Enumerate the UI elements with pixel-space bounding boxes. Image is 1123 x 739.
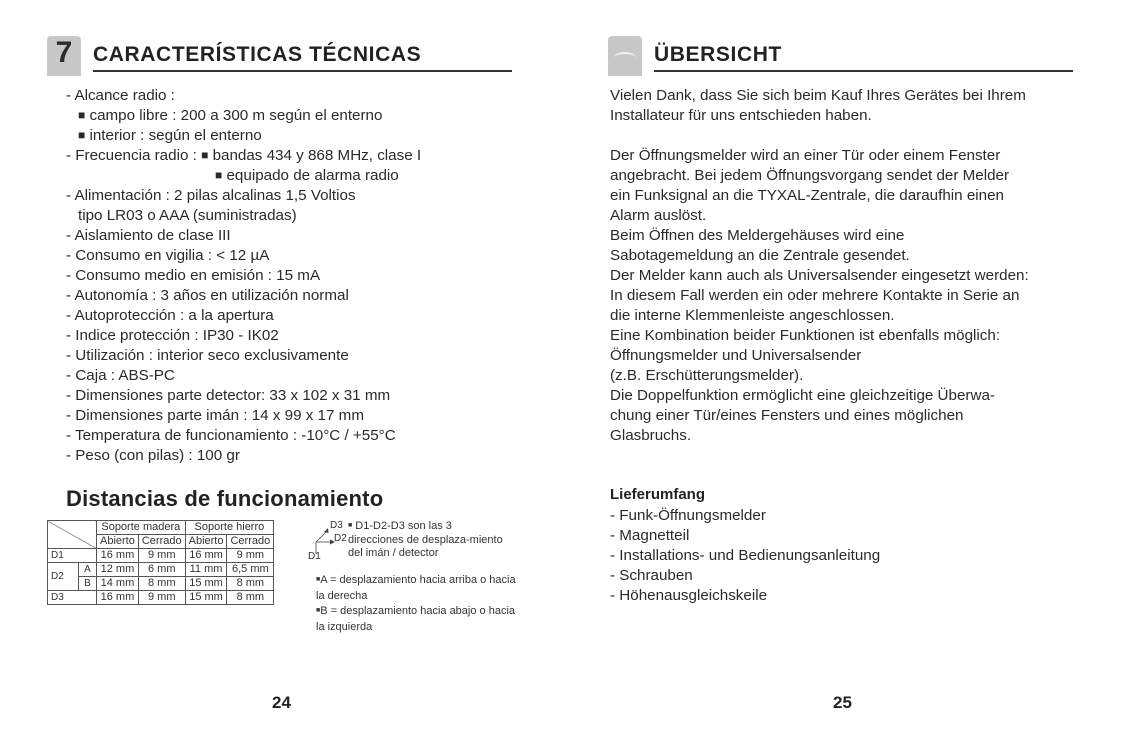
axis-label-d2: D2 <box>334 533 347 544</box>
spec-line: - Temperatura de funcionamiento : -10°C / +55°C <box>66 427 396 444</box>
table-row <box>48 591 274 605</box>
axis-label-d3: D3 <box>330 520 343 531</box>
list-item: - Magnetteil <box>610 527 690 544</box>
chapter-title: CARACTERÍSTICAS TÉCNICAS <box>93 42 512 72</box>
square-bullet-icon: ■ <box>348 522 353 529</box>
table-cell: 6 mm <box>138 563 185 577</box>
square-bullet-icon: ■ <box>215 168 223 182</box>
text-line: Der Öffnungsmelder wird an einer Tür oder einem Fenster <box>610 147 1001 164</box>
table-cell: 11 mm <box>185 563 227 577</box>
chapter-header <box>47 36 512 76</box>
table-cell: 15 mm <box>185 577 227 591</box>
spec-line: - Frecuencia radio : ■ bandas 434 y 868 MHz, clase I <box>66 147 422 164</box>
table-cell: 9 mm <box>138 549 185 563</box>
table-cell: 14 mm <box>97 577 139 591</box>
square-bullet-icon: ■ <box>316 576 321 583</box>
text-line: Die Doppelfunktion ermöglicht eine gleichzeitige Überwa- <box>610 387 995 404</box>
text-line: Der Melder kann auch als Universalsender eingesetzt werden: <box>610 267 1029 284</box>
col-open: Abierto <box>185 535 227 549</box>
row-label: D2 <box>48 563 79 591</box>
lieferumfang-list <box>610 506 1010 606</box>
text-line: chung einer Tür/eines Fensters und eines möglichen <box>610 407 964 424</box>
spec-line: ■ campo libre : 200 a 300 m según el enterno <box>78 107 383 124</box>
table-cell: 16 mm <box>97 549 139 563</box>
list-item: - Funk-Öffnungsmelder <box>610 507 766 524</box>
text-line: Vielen Dank, dass Sie sich beim Kauf Ihres Gerätes bei Ihrem <box>610 87 1026 104</box>
spec-line: - Autoprotección : a la apertura <box>66 307 274 324</box>
table-cell: 15 mm <box>185 591 227 605</box>
chapter-number-tab <box>47 36 81 76</box>
spec-line: - Dimensiones parte detector: 33 x 102 x 31 mm <box>66 387 391 404</box>
spec-line: - Alcance radio : <box>66 87 175 104</box>
text-line <box>610 126 1090 146</box>
text-line: Glasbruchs. <box>610 427 692 444</box>
table-cell: 8 mm <box>227 591 274 605</box>
table-cell: 9 mm <box>227 549 274 563</box>
text-line: angebracht. Bei jedem Öffnungsvorgang sendet der Melder <box>610 167 1010 184</box>
col-open: Abierto <box>97 535 139 549</box>
spec-line: - Dimensiones parte imán : 14 x 99 x 17 mm <box>66 407 364 424</box>
text-line: Beim Öffnen des Meldergehäuses wird eine <box>610 227 905 244</box>
note-b: ■B = desplazamiento hacia abajo o hacia la izquierda <box>316 605 516 633</box>
table-cell: 6,5 mm <box>227 563 274 577</box>
text-line: die interne Klemmenleiste angeschlossen. <box>610 307 895 324</box>
chapter-title: ÜBERSICHT <box>654 42 1073 72</box>
overview-text <box>610 86 1090 446</box>
axis-label-d1: D1 <box>308 551 321 562</box>
lieferumfang-title: Lieferumfang <box>610 486 706 503</box>
list-item: - Schrauben <box>610 567 693 584</box>
note-a: ■A = desplazamiento hacia arriba o hacia la derecha <box>316 574 516 602</box>
text-line: In diesem Fall werden ein oder mehrere Kontakte in Serie an <box>610 287 1020 304</box>
col-closed: Cerrado <box>138 535 185 549</box>
table-corner-cell <box>48 521 97 549</box>
table-cell: 8 mm <box>227 577 274 591</box>
square-bullet-icon: ■ <box>78 108 86 122</box>
table-cell: 16 mm <box>97 591 139 605</box>
spec-line: - Consumo medio en emisión : 15 mA <box>66 267 321 284</box>
text-line: ein Funksignal an die TYXAL-Zentrale, die daraufhin einen <box>610 187 1004 204</box>
row-sublabel: B <box>78 577 96 591</box>
spec-line: - Caja : ABS-PC <box>66 367 175 384</box>
row-label: D3 <box>48 591 97 605</box>
right-page <box>561 0 1123 739</box>
spec-line: - Utilización : interior seco exclusivamente <box>66 347 349 364</box>
list-item: - Installations- und Bedienungsanleitung <box>610 547 881 564</box>
chapter-number: 7 <box>55 36 73 69</box>
spec-line: - Alimentación : 2 pilas alcalinas 1,5 Voltios <box>66 187 356 204</box>
left-page <box>0 0 561 739</box>
col-closed: Cerrado <box>227 535 274 549</box>
text-line: Sabotagemeldung an die Zentrale gesendet. <box>610 247 910 264</box>
table-cell: 9 mm <box>138 591 185 605</box>
spec-line: tipo LR03 o AAA (suministradas) <box>78 207 297 224</box>
text-line: Eine Kombination beider Funktionen ist ebenfalls möglich: <box>610 327 1001 344</box>
table-cell: 8 mm <box>138 577 185 591</box>
spec-line: - Indice protección : IP30 - IK02 <box>66 327 279 344</box>
square-bullet-icon: ■ <box>316 607 321 614</box>
table-cell: 12 mm <box>97 563 139 577</box>
spec-line: - Autonomía : 3 años en utilización normal <box>66 287 349 304</box>
spec-line: ■ equipado de alarma radio <box>215 167 399 184</box>
square-bullet-icon: ■ <box>201 148 209 162</box>
table-row <box>48 549 274 563</box>
spec-line: - Consumo en vigilia : < 12 µA <box>66 247 270 264</box>
text-line: Alarm auslöst. <box>610 207 707 224</box>
distances-title: Distancias de funcionamiento <box>66 486 384 511</box>
ab-notes <box>316 573 516 635</box>
table-row <box>48 563 274 577</box>
square-bullet-icon: ■ <box>78 128 86 142</box>
spec-line: - Peso (con pilas) : 100 gr <box>66 447 240 464</box>
chapter-tab <box>608 36 642 76</box>
row-sublabel: A <box>78 563 96 577</box>
spec-line: ■ interior : según el enterno <box>78 127 262 144</box>
text-line: Installateur für uns entschieden haben. <box>610 107 872 124</box>
header-iron: Soporte hierro <box>185 521 274 535</box>
header-wood: Soporte madera <box>97 521 186 535</box>
spec-list <box>66 86 536 466</box>
spec-line: - Aislamiento de clase III <box>66 227 231 244</box>
direction-note: ■ D1-D2-D3 son las 3 direcciones de desplaza-miento del imán / detector <box>348 520 503 559</box>
text-line: (z.B. Erschütterungsmelder). <box>610 367 804 384</box>
page-number: 24 <box>272 693 291 712</box>
page-number: 25 <box>833 693 852 712</box>
text-line: Öffnungsmelder und Universalsender <box>610 347 862 364</box>
table-header-row <box>48 521 274 535</box>
chapter-header <box>608 36 1073 76</box>
table-cell: 16 mm <box>185 549 227 563</box>
distances-table <box>47 520 274 605</box>
table-row <box>48 577 274 591</box>
row-label: D1 <box>48 549 97 563</box>
list-item: - Höhenausgleichskeile <box>610 587 768 604</box>
tab-curve-icon <box>614 52 636 64</box>
